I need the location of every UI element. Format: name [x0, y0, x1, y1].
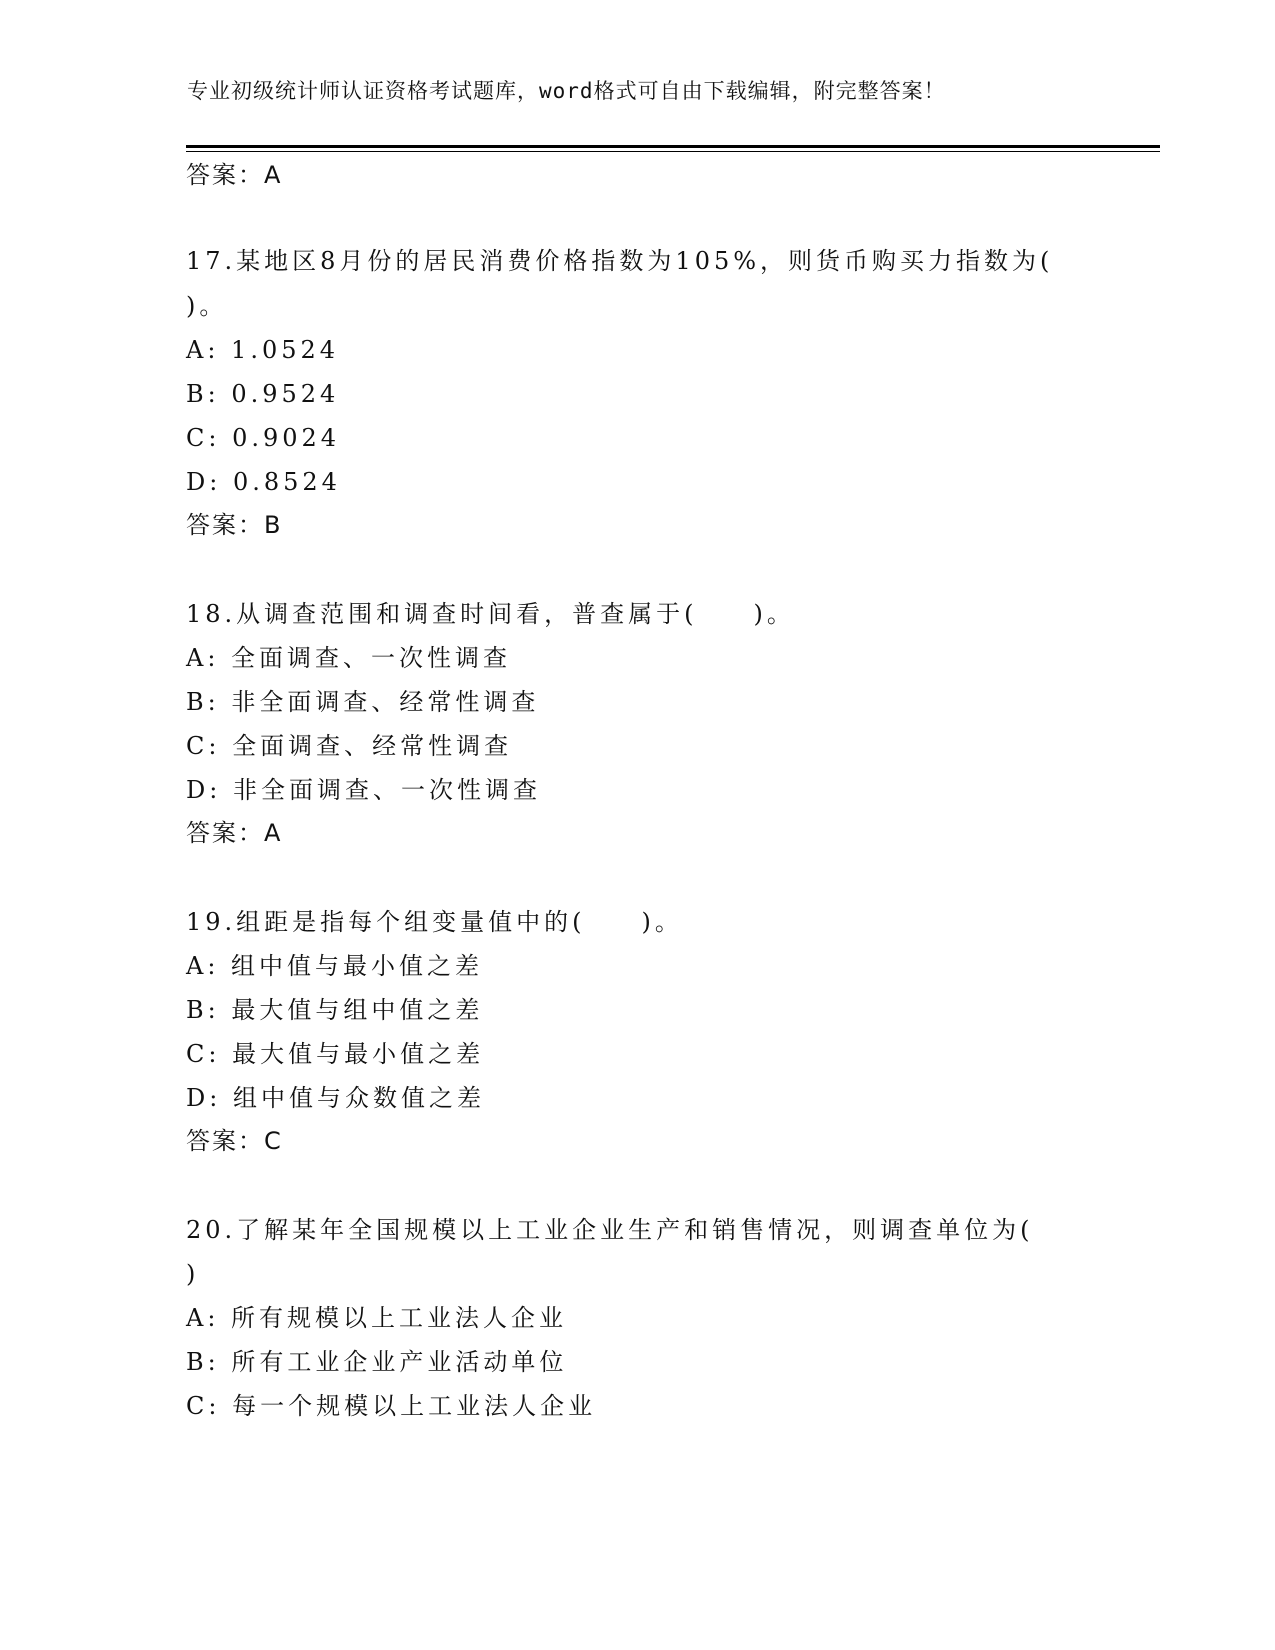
- answer-line: 答案：A: [186, 819, 283, 847]
- option-c: C: 全面调查、经常性调查: [186, 732, 513, 760]
- question-stem-continued: )。: [186, 292, 228, 320]
- header-rule-thin: [186, 151, 1160, 152]
- option-d: D: 非全面调查、一次性调查: [186, 776, 541, 804]
- header-rule-thick: [186, 145, 1160, 148]
- option-d: D: 组中值与众数值之差: [186, 1084, 485, 1112]
- option-c: C: 每一个规模以上工业法人企业: [186, 1392, 597, 1420]
- option-b: B: 最大值与组中值之差: [186, 996, 484, 1024]
- answer-line: 答案：C: [186, 1127, 283, 1155]
- option-b: B: 非全面调查、经常性调查: [186, 688, 540, 716]
- header-text: 专业初级统计师认证资格考试题库，word格式可自由下载编辑，附完整答案！: [187, 79, 946, 103]
- option-a: A: 组中值与最小值之差: [186, 952, 484, 980]
- question-stem: 17.某地区8月份的居民消费价格指数为105%，则货币购买力指数为(: [186, 247, 1054, 275]
- question-stem: 18.从调查范围和调查时间看，普查属于( )。: [186, 600, 795, 628]
- option-a: A: 所有规模以上工业法人企业: [186, 1304, 568, 1332]
- question-stem: 20.了解某年全国规模以上工业企业生产和销售情况，则调查单位为(: [186, 1216, 1034, 1244]
- option-c: C: 0.9024: [186, 424, 341, 452]
- option-c: C: 最大值与最小值之差: [186, 1040, 485, 1068]
- question-stem-continued: ): [186, 1260, 200, 1288]
- option-b: B: 所有工业企业产业活动单位: [186, 1348, 568, 1376]
- option-d: D: 0.8524: [186, 468, 341, 496]
- answer-line: 答案：A: [186, 161, 283, 189]
- option-b: B: 0.9524: [186, 380, 340, 408]
- option-a: A: 全面调查、一次性调查: [186, 644, 512, 672]
- option-a: A: 1.0524: [186, 336, 340, 364]
- answer-line: 答案：B: [186, 511, 283, 539]
- question-stem: 19.组距是指每个组变量值中的( )。: [186, 908, 683, 936]
